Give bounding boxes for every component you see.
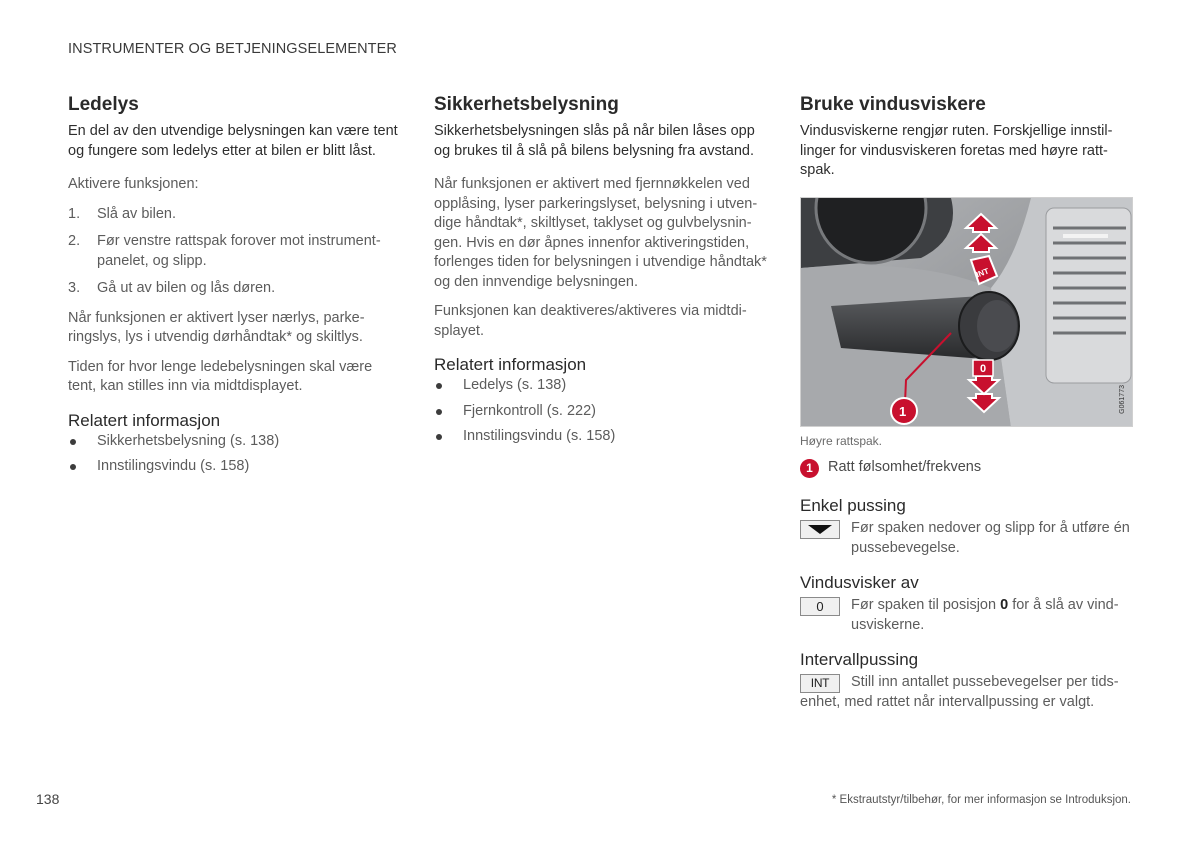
viskere-lead: Vindusviskerne rengjør ruten. Forskjellige innstillinger for vindusviskeren foretas med høyre rattspak. — [800, 123, 1113, 178]
bullet-icon — [436, 434, 442, 440]
figure-zero-label: 0 — [980, 362, 987, 375]
related-title: Relatert informasjon — [68, 410, 221, 430]
arrow-down-icon — [800, 520, 840, 539]
figure-int-label: INT — [974, 266, 991, 279]
related-link[interactable]: Fjernkontroll (s. 222) — [463, 402, 596, 419]
vindusviskere-section — [800, 94, 1134, 726]
related-link[interactable]: Innstilingsvindu (s. 158) — [463, 428, 616, 444]
ledelys-section — [68, 94, 402, 483]
bullet-icon — [70, 464, 76, 470]
enkel-pussing-row — [800, 519, 1134, 558]
ledelys-lead: En del av den utvendige belysningen kan være tent og fungere som ledelys etter at bilen er blitt låst. — [68, 123, 398, 159]
step-number: 2. — [68, 233, 81, 249]
wiper-stalk-figure — [800, 197, 1133, 427]
step-text: Gå ut av bilen og lås døren. — [97, 280, 276, 296]
related-list — [434, 376, 768, 447]
step-item — [68, 279, 402, 299]
sikkerhet-lead: Sikkerhetsbelysningen slås på når bilen låses opp og brukes til å slå på bilens belysning fra avstand. — [434, 123, 755, 159]
sikkerhetsbelysning-section — [434, 94, 768, 453]
viskere-title: Bruke vindusviskere — [800, 94, 986, 115]
bullet-icon — [436, 383, 442, 389]
enkel-pussing-title: Enkel pussing — [800, 496, 906, 515]
wiper-stalk-illustration — [801, 198, 1133, 427]
related-item[interactable] — [434, 427, 768, 447]
vindusvisker-av-section — [800, 572, 1134, 635]
intervallpussing-section — [800, 649, 1134, 712]
figure-caption: Høyre rattspak. — [800, 433, 883, 448]
related-item[interactable] — [434, 376, 768, 396]
step-item — [68, 232, 402, 271]
vindusvisker-av-title: Vindusvisker av — [800, 573, 919, 592]
vindusvisker-av-text-after: for å slå av vindusviskerne. — [851, 597, 1119, 633]
sikkerhet-para2: Funksjonen kan deaktiveres/aktiveres via midtdisplayet. — [434, 303, 747, 339]
int-icon: INT — [800, 674, 840, 693]
bullet-icon — [70, 439, 76, 445]
page-header: INSTRUMENTER OG BETJENINGSELEMENTER — [68, 41, 397, 57]
vindusvisker-av-text-before: Før spaken til posisjon — [851, 597, 1001, 613]
step-item — [68, 205, 402, 225]
related-list — [68, 432, 402, 477]
figure-callout-number: 1 — [899, 403, 907, 419]
vindusvisker-av-text-bold: 0 — [1000, 597, 1009, 613]
related-title: Relatert informasjon — [434, 355, 587, 374]
intervallpussing-title: Intervallpussing — [800, 650, 919, 669]
intervallpussing-row — [800, 673, 1134, 712]
vindusvisker-av-row — [800, 596, 1134, 635]
related-link[interactable]: Ledelys (s. 138) — [463, 377, 567, 393]
step-number: 3. — [68, 280, 81, 296]
related-link[interactable]: Innstilingsvindu (s. 158) — [97, 458, 250, 474]
related-item[interactable] — [434, 402, 768, 422]
ledelys-para1: Når funksjonen er aktivert lyser nærlys, parkeringslys, lys i utvendig dørhåndtak* og skiltlys. — [68, 309, 365, 345]
figure-code: G061773 — [1119, 384, 1126, 414]
sikkerhet-title: Sikkerhetsbelysning — [434, 94, 619, 115]
callout-text: Ratt følsomhet/frekvens — [828, 458, 982, 475]
enkel-pussing-section — [800, 495, 1134, 558]
intervallpussing-text: Still inn antallet pussebevegelser per tidsenhet, med rattet når intervallpussing er valgt. — [800, 674, 1119, 710]
enkel-pussing-text: Før spaken nedover og slipp for å utføre én pussebevegelse. — [851, 520, 1130, 556]
callout-legend — [800, 458, 1134, 478]
footnote: * Ekstrautstyr/tilbehør, for mer informasjon se Introduksjon. — [831, 794, 1131, 806]
activate-label: Aktivere funksjonen: — [68, 176, 199, 192]
related-link[interactable]: Sikkerhetsbelysning (s. 138) — [97, 432, 280, 449]
page-number: 138 — [36, 791, 60, 807]
related-item[interactable] — [68, 457, 402, 477]
related-item[interactable] — [68, 432, 402, 452]
sikkerhet-para1: Når funksjonen er aktivert med fjernnøkkelen ved opplåsing, lyser parkeringslyset, belysning i utvendige håndtak*, skiltlyset, taklyset og gulvbelysningen. Hvis en dør åpnes innenfor aktiveringstiden, forlenges tiden for belysningen i utvendige håndtak* og den innvendige belysningen. — [434, 176, 767, 290]
step-number: 1. — [68, 205, 81, 222]
step-text: Før venstre rattspak forover mot instrumentpanelet, og slipp. — [97, 233, 381, 269]
ledelys-para2: Tiden for hvor lenge ledebelysningen skal være tent, kan stilles inn via midtdisplayet. — [68, 358, 373, 394]
callout-badge: 1 — [800, 459, 819, 478]
steps-list — [68, 205, 402, 299]
bullet-icon — [436, 409, 442, 415]
ledelys-title: Ledelys — [68, 94, 139, 115]
zero-icon: 0 — [800, 597, 840, 616]
step-text: Slå av bilen. — [97, 205, 176, 222]
